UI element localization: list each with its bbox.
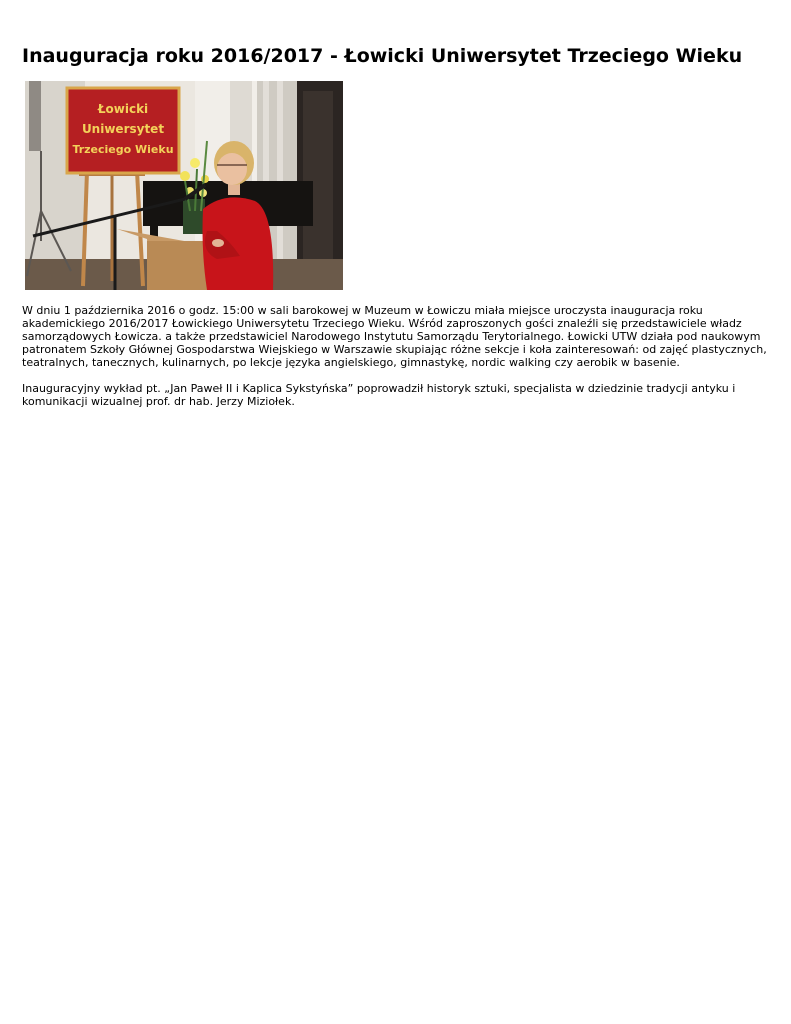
- article-paragraph-2: Inauguracyjny wykład pt. „Jan Paweł II i Kaplica Sykstyńska” poprowadził historyk sztuki, specjalista w dziedzinie tradycji antyku i komunikacji wizualnej prof. dr hab. Jerzy Miziołek.: [22, 382, 736, 408]
- sign-text-line1: Łowicki: [97, 102, 149, 116]
- sign-text-line2: Uniwersytet: [81, 122, 165, 136]
- article-photo: [25, 81, 343, 290]
- article-paragraph-1: W dniu 1 października 2016 o godz. 15:00 w sali barokowej w Muzeum w Łowiczu miała miejsce uroczysta inauguracja roku akademickiego 2016/2017 Łowickiego Uniwersytetu Trzeciego Wieku. Wśród zaproszonych gości znaleźli się przedstawiciele władz samorządowych Łowicza. a także przedstawiciel Narodowego Instytutu Samorządu Terytorialnego. Łowicki UTW działa pod naukowym patronatem Szkoły Głównej Gospodarstwa Wiejskiego w Warszawie skupiając różne sekcje i koła zainteresowań: od zajęć plastycznych, teatralnych, tanecznych, kulinarnych, po lekcje języka angielskiego, gimnastykę, nordic walking czy aerobik w basenie.: [22, 304, 767, 369]
- page-title: Inauguracja roku 2016/2017 - Łowicki Uniwersytet Trzeciego Wieku: [22, 45, 743, 67]
- sign-text-line3: Trzeciego Wieku: [72, 143, 174, 156]
- article-body: [22, 304, 772, 421]
